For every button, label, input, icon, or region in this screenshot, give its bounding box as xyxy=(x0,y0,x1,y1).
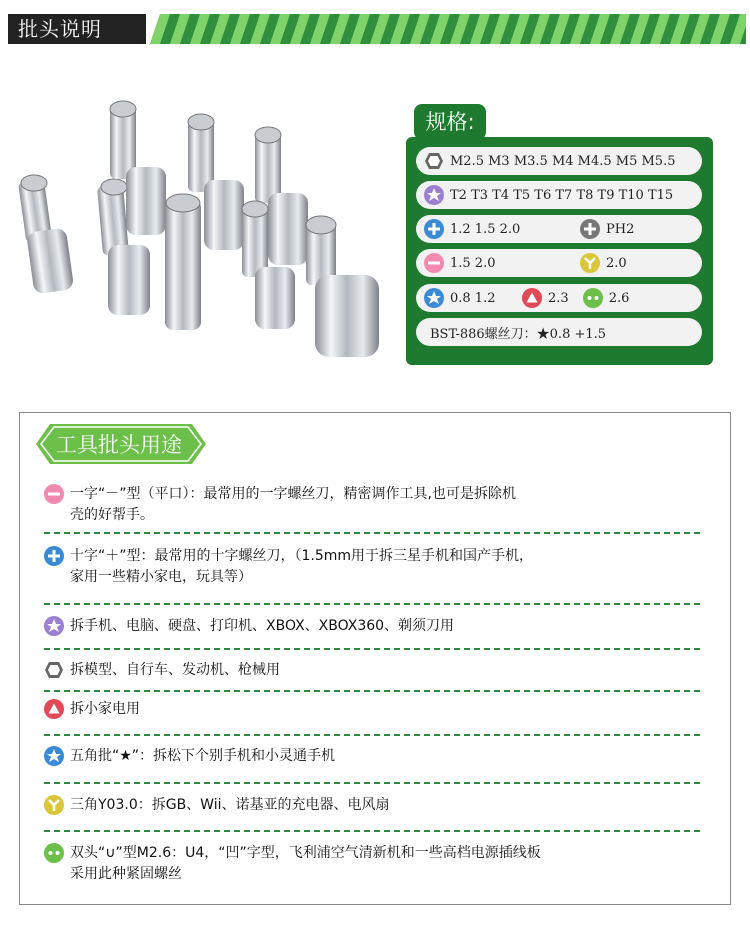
triangle-icon xyxy=(522,288,542,308)
bits-photo xyxy=(10,95,390,365)
spec-panel xyxy=(406,137,713,365)
spec-title: 规格: xyxy=(414,104,486,140)
usage-text xyxy=(70,546,704,588)
triangle-icon xyxy=(44,699,64,719)
dashed-divider xyxy=(44,690,700,692)
bit-1 xyxy=(18,175,74,294)
spec-text: M2.5 M3 M3.5 M4 M4.5 M5 M5.5 xyxy=(450,153,676,169)
spec-row xyxy=(416,181,702,209)
usage-item xyxy=(44,484,704,526)
usage-item xyxy=(44,546,704,588)
spec-row xyxy=(416,147,702,175)
usage-text xyxy=(70,699,704,720)
torx-icon xyxy=(44,616,64,636)
u-shape-icon xyxy=(583,288,603,308)
usage-text xyxy=(70,660,704,681)
hex-icon xyxy=(44,660,64,680)
usage-text xyxy=(70,795,704,816)
usage-text xyxy=(70,746,704,767)
usage-item xyxy=(44,616,704,637)
usage-line: 一字“－”型（平口）：最常用的一字螺丝刀，精密调作工具,也可是拆除机 xyxy=(70,486,516,502)
pentalobe-icon xyxy=(44,746,64,766)
usage-line: 十字“＋”型：最常用的十字螺丝刀，（1.5mm用于拆三星手机和国产手机， xyxy=(70,548,534,564)
spec-segment xyxy=(416,288,508,308)
pentalobe-icon xyxy=(424,288,444,308)
triangle-icon xyxy=(522,288,542,308)
spec-text: T2 T3 T4 T5 T6 T7 T8 T9 T10 T15 xyxy=(450,187,674,203)
spec-text: 2.3 xyxy=(548,290,569,306)
spec-row xyxy=(416,249,702,277)
bit-8 xyxy=(306,216,379,357)
spec-text: PH2 xyxy=(606,221,635,237)
spec-segment xyxy=(566,253,627,273)
tri-wing-icon xyxy=(44,795,64,815)
tri-wing-icon xyxy=(580,253,600,273)
usage-item xyxy=(44,699,704,720)
spec-row xyxy=(416,318,702,346)
slotted-icon xyxy=(44,484,64,504)
tri-wing-icon xyxy=(580,253,600,273)
u-shape-icon xyxy=(44,843,64,863)
spec-row xyxy=(416,215,702,243)
dashed-divider xyxy=(44,532,700,534)
dashed-divider xyxy=(44,782,700,784)
usage-item xyxy=(44,795,704,816)
usage-line: 三角Y03.0：拆GB、Wii、诺基亚的充电器、电风扇 xyxy=(70,797,390,813)
usage-line: 拆模型、自行车、发动机、枪械用 xyxy=(70,662,280,678)
usage-line: 采用此种紧固螺丝 xyxy=(70,866,182,882)
spec-segment xyxy=(416,151,675,171)
spec-text: 0.8 1.2 xyxy=(450,290,496,306)
usage-line: 家用一些精小家电，玩具等） xyxy=(70,569,252,585)
usage-item xyxy=(44,843,704,885)
usage-item xyxy=(44,746,704,767)
phillips-icon xyxy=(424,219,444,239)
spec-segment xyxy=(430,323,606,342)
u-shape-icon xyxy=(44,843,64,863)
pentalobe-icon xyxy=(44,746,64,766)
usage-line: 五角批“★”：拆松下个别手机和小灵通手机 xyxy=(70,748,336,764)
torx-icon xyxy=(424,185,444,205)
slotted-icon xyxy=(424,253,444,273)
spec-row xyxy=(416,284,702,312)
usage-text xyxy=(70,843,704,885)
spec-text: 1.5 2.0 xyxy=(450,255,496,271)
phillips-icon xyxy=(424,219,444,239)
usage-line: 拆小家电用 xyxy=(70,701,140,717)
usage-title: 工具批头用途 xyxy=(56,433,182,457)
hex-icon xyxy=(424,151,444,171)
spec-segment xyxy=(569,288,630,308)
usage-text xyxy=(70,616,704,637)
header-stripe xyxy=(150,14,746,44)
phillips-icon xyxy=(44,546,64,566)
spec-text: 1.2 1.5 2.0 xyxy=(450,221,521,237)
spec-text: BST-886螺丝刀：★0.8 +1.5 xyxy=(430,326,607,342)
phillips-icon xyxy=(44,546,64,566)
usage-line: 壳的好帮手。 xyxy=(70,507,154,523)
bit-4 xyxy=(165,194,201,330)
tri-wing-icon xyxy=(44,795,64,815)
usage-line: 拆手机、电脑、硬盘、打印机、XBOX、XBOX360、剃须刀用 xyxy=(70,618,455,634)
slotted-icon xyxy=(424,253,444,273)
torx-icon xyxy=(424,185,444,205)
hex-icon xyxy=(44,660,64,680)
triangle-icon xyxy=(44,699,64,719)
ph-icon xyxy=(580,219,600,239)
pentalobe-icon xyxy=(424,288,444,308)
dashed-divider xyxy=(44,648,700,650)
spec-text: 2.0 xyxy=(606,255,627,271)
torx-icon xyxy=(44,616,64,636)
spec-segment xyxy=(566,219,634,239)
header-bar xyxy=(0,0,750,48)
spec-text: 2.6 xyxy=(608,290,630,306)
dashed-divider xyxy=(44,603,700,605)
usage-line: 双头“∪”型M2.6：U4，“凹”字型，飞利浦空气清新机和一些高档电源插线板 xyxy=(70,845,541,861)
u-shape-icon xyxy=(583,288,603,308)
dashed-divider xyxy=(44,734,700,736)
dashed-divider xyxy=(44,830,700,832)
spec-segment xyxy=(416,253,566,273)
page-title: 批头说明 xyxy=(8,14,146,44)
usage-item xyxy=(44,660,704,681)
spec-segment xyxy=(416,219,566,239)
hex-icon xyxy=(424,151,444,171)
usage-text xyxy=(70,484,704,526)
spec-segment xyxy=(416,185,673,205)
slotted-icon xyxy=(44,484,64,504)
spec-segment xyxy=(508,288,569,308)
ph-icon xyxy=(580,219,600,239)
